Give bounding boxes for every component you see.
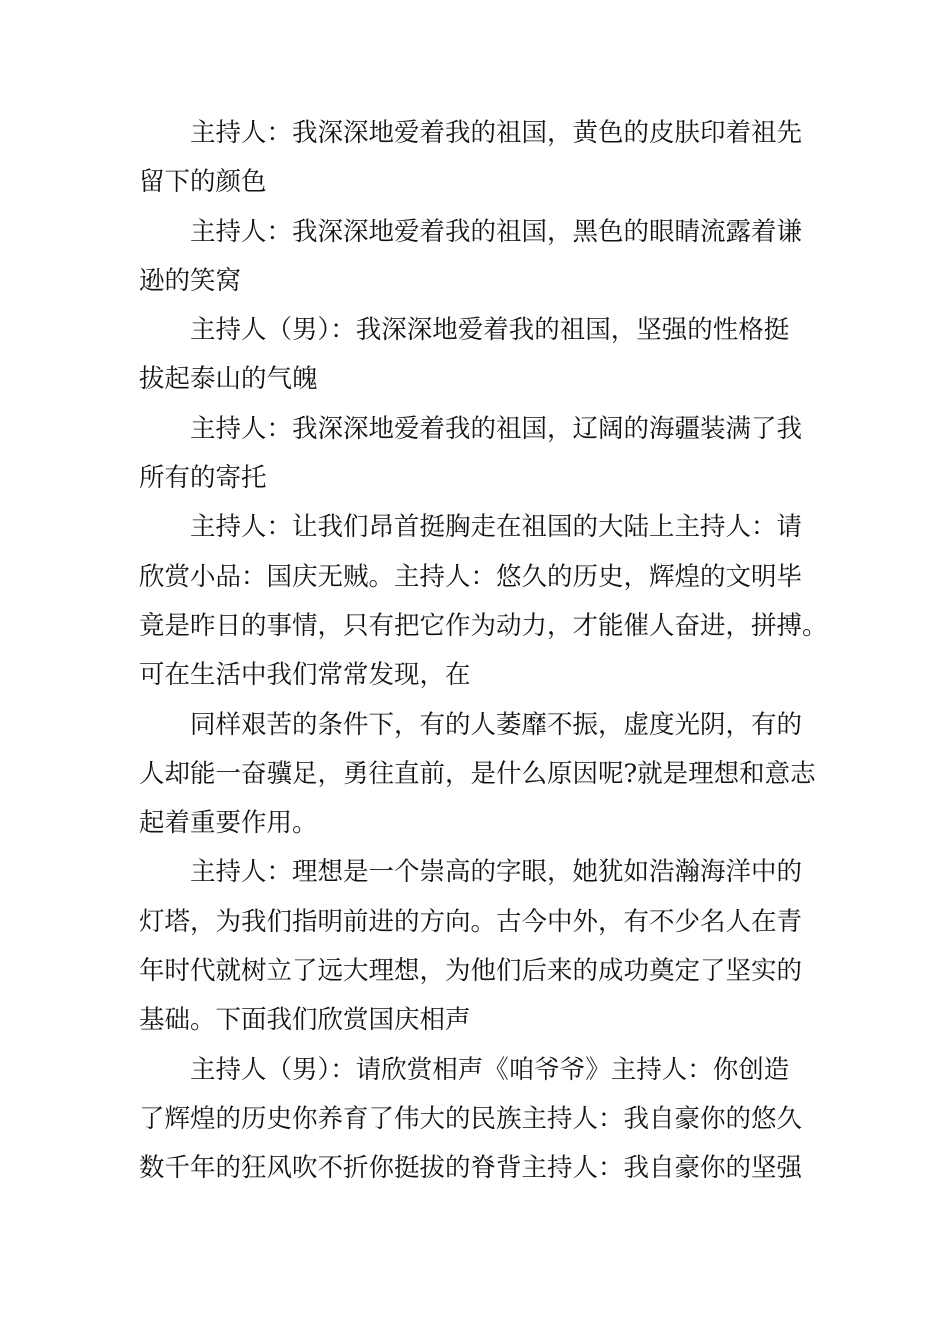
text-line: 主持人：我深深地爱着我的祖国，黑色的眼睛流露着谦	[190, 216, 803, 247]
text-line: 主持人（男）：请欣赏相声《咱爷爷》主持人：你创造	[190, 1054, 790, 1085]
text-line: 主持人：我深深地爱着我的祖国，黄色的皮肤印着祖先	[190, 118, 803, 148]
text-line: 数千年的狂风吹不折你挺拔的脊背主持人：我自豪你的坚强	[139, 1153, 803, 1184]
text-line: 主持人（男）：我深深地爱着我的祖国，坚强的性格挺	[190, 315, 790, 346]
paragraph	[139, 1046, 819, 1194]
text-line: 可在生活中我们常常发现，在	[139, 660, 471, 691]
paragraph	[139, 701, 819, 849]
paragraph	[139, 306, 819, 405]
text-line: 灯塔，为我们指明前进的方向。古今中外，有不少名人在青	[139, 906, 803, 937]
text-line: 留下的颜色	[139, 167, 267, 198]
text-line: 拔起泰山的气魄	[139, 364, 318, 395]
document-body	[139, 109, 828, 1194]
paragraph	[139, 405, 819, 504]
text-line: 人却能一奋骥足，勇往直前，是什么原因呢?就是理想和意志	[139, 758, 816, 789]
text-line: 了辉煌的历史你养育了伟大的民族主持人：我自豪你的悠久	[139, 1103, 803, 1134]
text-line: 主持人：让我们昂首挺胸走在祖国的大陆上主持人：请	[190, 512, 803, 543]
text-line: 主持人：理想是一个崇高的字眼，她犹如浩瀚海洋中的	[190, 857, 803, 888]
text-line: 欣赏小品：国庆无贼。主持人：悠久的历史，辉煌的文明毕	[139, 561, 803, 592]
text-line: 所有的寄托	[139, 463, 267, 494]
paragraph	[139, 503, 828, 700]
paragraph	[139, 848, 819, 1045]
text-line: 同样艰苦的条件下，有的人萎靡不振，虚度光阴，有的	[190, 709, 803, 740]
text-line: 主持人：我深深地爱着我的祖国，辽阔的海疆装满了我	[190, 413, 803, 444]
text-line: 年时代就树立了远大理想，为他们后来的成功奠定了坚实的	[139, 956, 803, 987]
text-line: 逊的笑窝	[139, 265, 242, 296]
text-line: 基础。下面我们欣赏国庆相声	[139, 1005, 471, 1036]
text-line: 竟是昨日的事情，只有把它作为动力，才能催人奋进，拼搏。	[139, 610, 828, 641]
text-line: 起着重要作用。	[139, 808, 318, 839]
paragraph	[139, 208, 819, 307]
paragraph	[139, 109, 819, 208]
